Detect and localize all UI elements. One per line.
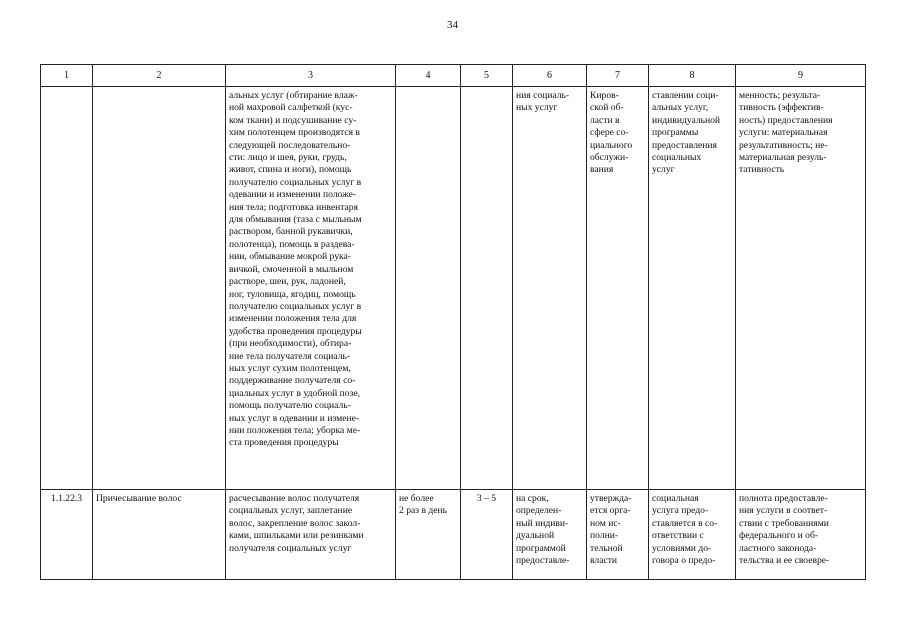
cell-service-name: Причесывание волос [93, 490, 226, 580]
cell-term: на срок, определен- ный индиви- дуальной программой предоставле- [513, 490, 587, 580]
cell-code [41, 87, 93, 490]
cell-quality: менность; результа- тивность (эффектив- ность) предоставления услуги: материальная результативность; не- материальная резуль- тативность [736, 87, 866, 490]
cell-units: 3 – 5 [461, 490, 513, 580]
header-col-3: 3 [226, 65, 396, 87]
cell-conditions: социальная услуга предо- ставляется в со- ответствии с условиями до- говора о предо- [649, 490, 736, 580]
cell-term: ния социаль- ных услуг [513, 87, 587, 490]
header-col-5: 5 [461, 65, 513, 87]
header-col-2: 2 [93, 65, 226, 87]
cell-tariff: утвержда- ется орга- ном ис- полни- тельной власти [587, 490, 649, 580]
cell-description: расчесывание волос получателя социальных услуг, заплетание волос, закрепление волос закол- ками, шпильками или резинками получателя социальных услуг [226, 490, 396, 580]
cell-units [461, 87, 513, 490]
header-col-1: 1 [41, 65, 93, 87]
page-number: 34 [447, 19, 458, 31]
header-col-4: 4 [396, 65, 461, 87]
header-col-7: 7 [587, 65, 649, 87]
header-col-9: 9 [736, 65, 866, 87]
cell-code: 1.1.22.3 [41, 490, 93, 580]
cell-frequency [396, 87, 461, 490]
cell-tariff: Киров- ской об- ласти в сфере со- циального обслужи- вания [587, 87, 649, 490]
header-row [41, 65, 866, 87]
cell-description: альных услуг (обтирание влаж- ной махровой салфеткой (кус- ком ткани) и подсушивание су- хим полотенцем производятся в следующей последовательно- сти: лицо и шея, руки, грудь, живот, спина и ноги), помощь получателю социальных услуг в одевании и изменении положе- ния тела; подготовка инвентаря для обмывания (таза с мыльным раствором, банной рукавички, полотенца), помощь в раздева- нии, обмывание мокрой рука- вичкой, смоченной в мыльном растворе, шеи, рук, ладоней, ног, туловища, ягодиц, помощь получателю социальных услуг в изменении положения тела для удобства проведения процедуры (при необходимости), обтира- ние тела получателя социаль- ных услуг сухим полотенцем, поддерживание получателя со- циальных услуг в удобной позе, помощь получателю социаль- ных услуг в одевании и измене- нии положения тела; уборка ме- ста проведения процедуры [226, 87, 396, 490]
cell-frequency: не более 2 раз в день [396, 490, 461, 580]
cell-service-name [93, 87, 226, 490]
cell-conditions: ставлении соци- альных услуг, индивидуальной программы предоставления социальных услуг [649, 87, 736, 490]
services-table [40, 64, 866, 580]
header-col-6: 6 [513, 65, 587, 87]
table-row [41, 87, 866, 490]
header-col-8: 8 [649, 65, 736, 87]
cell-quality: полнота предоставле- ния услуги в соответ- ствии с требованиями федерального и об- ластного законода- тельства и ее своевре- [736, 490, 866, 580]
table-row [41, 490, 866, 580]
